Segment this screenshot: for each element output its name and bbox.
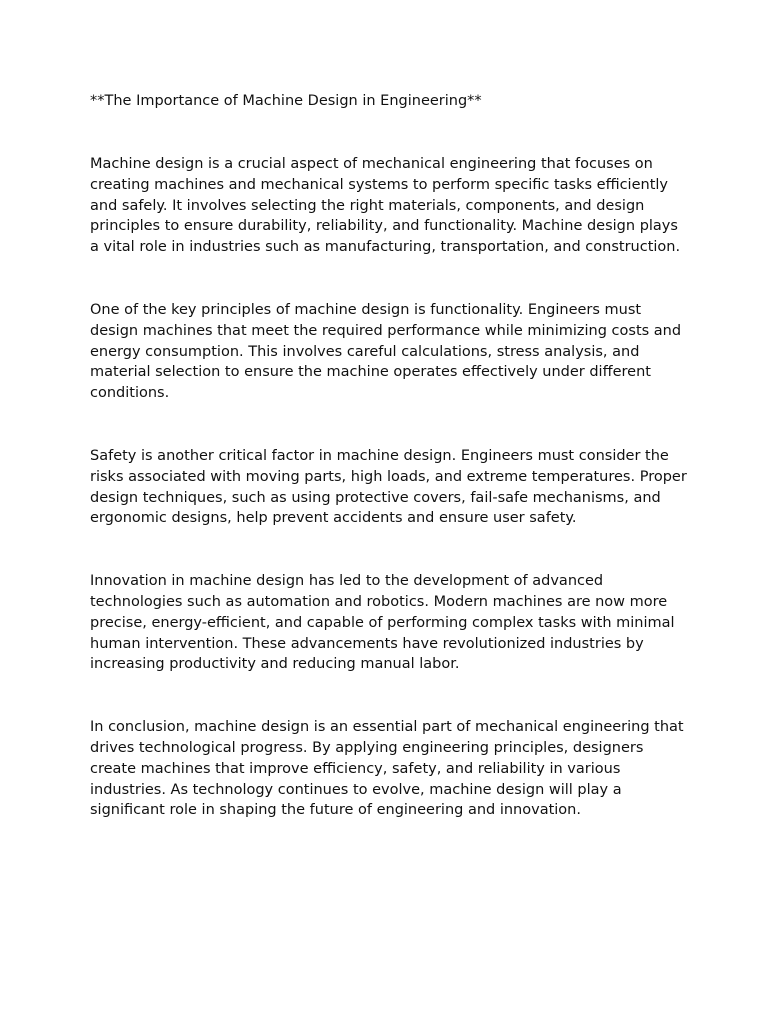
document-title: **The Importance of Machine Design in Engineering** [90,93,482,109]
paragraph-conclusion: In conclusion, machine design is an essential part of mechanical engineering that drives technological progress. By applying engineering principles, designers create machines that improve efficiency, safety, and reliability in various industries. As technology continues to evolve, machine design will play a significant role in shaping the future of engineering and innovation. [90,719,684,819]
paragraph-introduction: Machine design is a crucial aspect of mechanical engineering that focuses on creating machines and mechanical systems to perform specific tasks efficiently and safely. It involves selecting the right materials, components, and design principles to ensure durability, reliability, and functionality. Machine design plays a vital role in industries such as manufacturing, transportation, and construction. [90,156,681,256]
paragraph-functionality: One of the key principles of machine design is functionality. Engineers must design machines that meet the required performance while minimizing costs and energy consumption. This involves careful calculations, stress analysis, and material selection to ensure the machine operates effectively under different conditions. [90,301,682,402]
paragraph-innovation: Innovation in machine design has led to the development of advanced technologies such as automation and robotics. Modern machines are now more precise, energy-efficient, and capable of performing complex tasks with minimal human intervention. These advancements have revolutionized industries by increasing productivity and reducing manual labor. [90,573,675,673]
paragraph-safety: Safety is another critical factor in machine design. Engineers must consider the risks associated with moving parts, high loads, and extreme temperatures. Proper design techniques, such as using protective covers, fail-safe mechanisms, and ergonomic designs, help prevent accidents and ensure user safety. [90,447,687,527]
document-page [90,91,690,863]
